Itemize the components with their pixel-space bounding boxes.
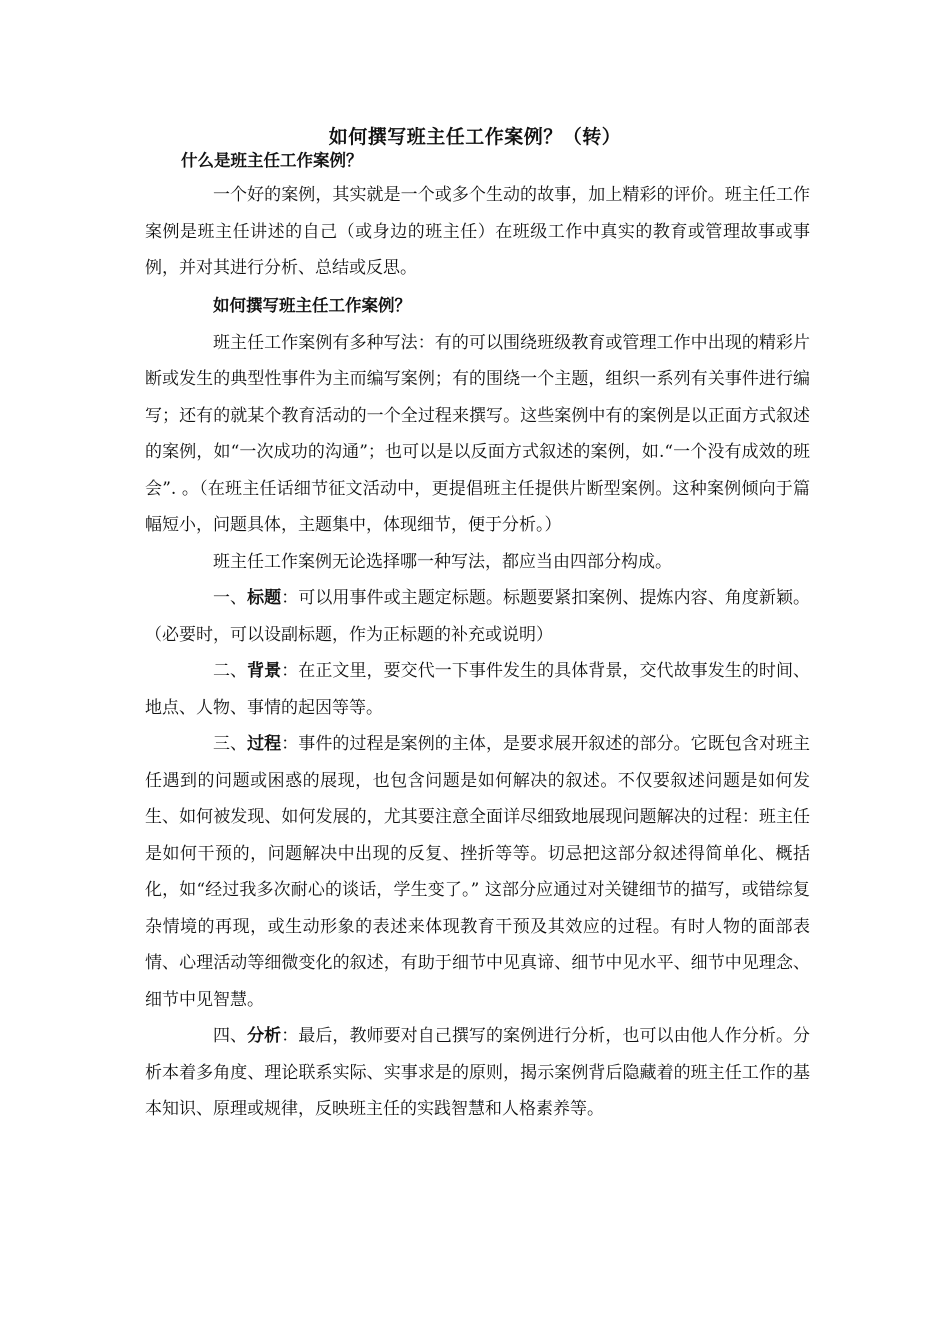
section-number: 二、 (213, 661, 248, 681)
section-label: 标题 (247, 588, 282, 608)
section-text: ：最后，教师要对自己撰写的案例进行分析，也可以由他人作分析。分析本着多角度、理论联系实际、实事求是的原则，揭示案例背后隐藏着的班主任工作的基本知识、原理或规律，反映班主任的实践智慧和人格素养等。 (145, 1026, 811, 1119)
section-label: 背景 (247, 661, 282, 681)
paragraph-structure: 班主任工作案例无论选择哪一种写法，都应当由四部分构成。 (213, 551, 672, 572)
section-label: 分析 (247, 1026, 282, 1046)
section-text: ：事件的过程是案例的主体，是要求展开叙述的部分。它既包含对班主任遇到的问题或困惑的展现，也包含问题是如何解决的叙述。不仅要叙述问题是如何发生、如何被发现、如何发展的，尤其要注意全面详尽细致地展现问题解决的过程：班主任是如何干预的，问题解决中出现的反复、挫折等等。切忌把这部分叙述得简单化、概括化，如“经过我多次耐心的谈话，学生变了。” 这部分应通过对关键细节的描写，或错综复杂情境的再现，或生动形象的表述来体现教育干预及其效应的过程。有时人物的面部表情、心理活动等细微变化的叙述，有助于细节中见真谛、细节中见水平、细节中见理念、细节中见智慧。 (145, 734, 811, 1010)
paragraph-methods: 班主任工作案例有多种写法：有的可以围绕班级教育或管理工作中出现的精彩片断或发生的典型性事件为主而编写案例；有的围绕一个主题，组织一系列有关事件进行编写；还有的就某个教育活动的一个全过程来撰写。这些案例中有的案例是以正面方式叙述的案例，如“一次成功的沟通”；也可以是以反面方式叙述的案例，如.“一个没有成效的班会”. 。（在班主任话细节征文活动中，更提倡班主任提供片断型案例。这种案例倾向于篇幅短小，问题具体，主题集中，体现细节，便于分析。） (145, 332, 810, 535)
section-background (145, 653, 810, 726)
section-text: ：在正文里，要交代一下事件发生的具体背景，交代故事发生的时间、地点、人物、事情的起因等等。 (145, 661, 811, 718)
document-title: 如何撰写班主任工作案例？（转） (328, 126, 622, 148)
paragraph-definition: 一个好的案例，其实就是一个或多个生动的故事，加上精彩的评价。班主任工作案例是班主任讲述的自己（或身边的班主任）在班级工作中真实的教育或管理故事或事例，并对其进行分析、总结或反思。 (145, 185, 810, 278)
heading-how-to-write: 如何撰写班主任工作案例？ (213, 295, 411, 315)
section-title (145, 580, 810, 653)
section-text: ：可以用事件或主题定标题。标题要紧扣案例、提炼内容、角度新颖。（必要时，可以设副标题，作为正标题的补充或说明） (145, 588, 811, 645)
heading-what-is-case: 什么是班主任工作案例？ (181, 151, 363, 170)
section-process (145, 726, 810, 1018)
section-label: 过程 (247, 734, 282, 754)
section-number: 一、 (213, 588, 248, 608)
document-body (145, 145, 810, 1128)
section-analysis (145, 1018, 810, 1128)
section-number: 四、 (213, 1026, 248, 1046)
section-number: 三、 (213, 734, 248, 754)
